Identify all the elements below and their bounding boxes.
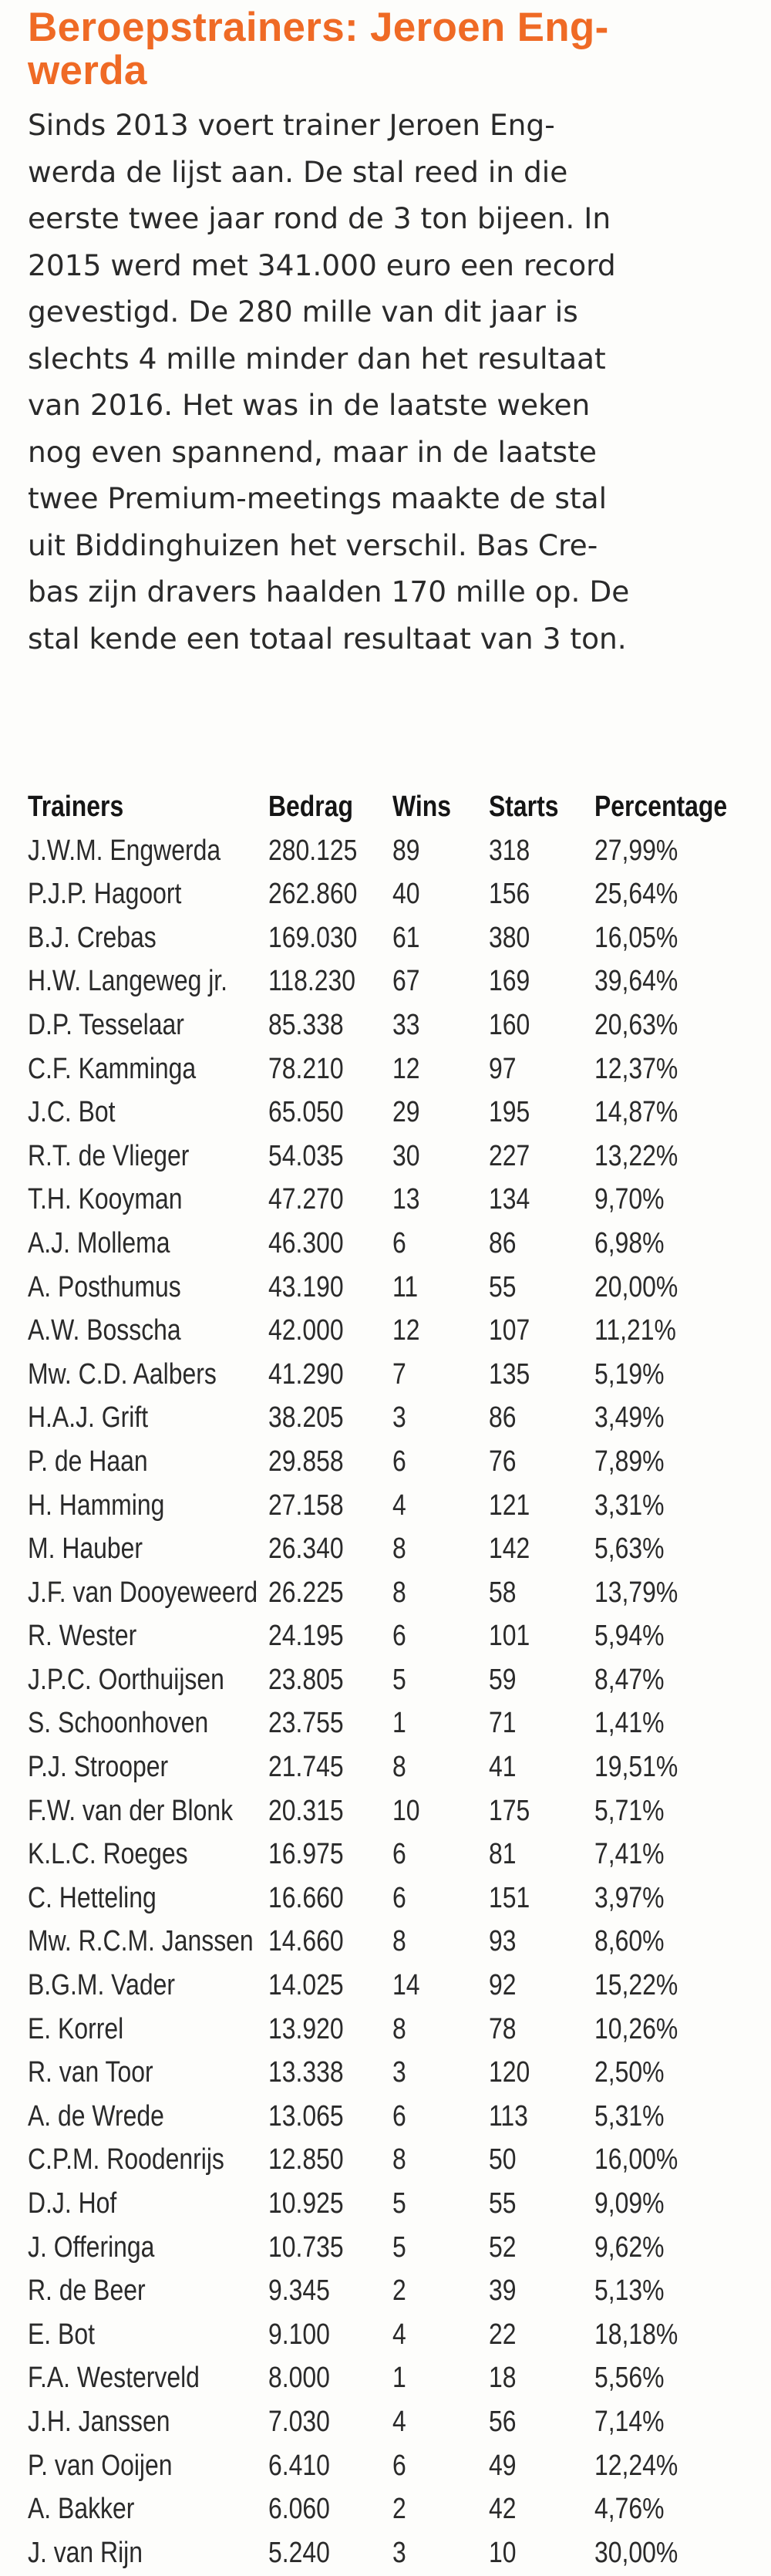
trainer-name: J.F. van Dooyeweerd bbox=[28, 1576, 258, 1609]
percentage-value: 16,00% bbox=[594, 2143, 678, 2176]
starts-value: 55 bbox=[489, 1270, 517, 1303]
article-title: Beroepstrainers: Jeroen Eng- werda bbox=[28, 5, 609, 93]
wins-value: 8 bbox=[392, 1532, 406, 1566]
trainer-name: D.P. Tesselaar bbox=[28, 1008, 184, 1041]
table-row bbox=[28, 1135, 745, 1178]
wins-value: 8 bbox=[392, 1925, 406, 1958]
trainer-name: M. Hauber bbox=[28, 1532, 143, 1566]
percentage-value: 5,63% bbox=[594, 1532, 665, 1566]
starts-value: 86 bbox=[489, 1226, 517, 1259]
table-row bbox=[28, 1178, 745, 1222]
percentage-value: 13,79% bbox=[594, 1576, 678, 1609]
amount-value: 85.338 bbox=[268, 1008, 344, 1041]
amount-value: 13.065 bbox=[268, 2099, 344, 2133]
table-row bbox=[28, 1614, 745, 1658]
table-row bbox=[28, 1833, 745, 1876]
table-row bbox=[28, 2313, 745, 2357]
amount-value: 27.158 bbox=[268, 1489, 344, 1522]
starts-value: 227 bbox=[489, 1139, 530, 1172]
trainer-name: C. Hetteling bbox=[28, 1881, 157, 1914]
starts-value: 380 bbox=[489, 921, 530, 954]
percentage-value: 9,09% bbox=[594, 2187, 665, 2220]
percentage-value: 16,05% bbox=[594, 921, 678, 954]
amount-value: 78.210 bbox=[268, 1052, 344, 1085]
starts-value: 93 bbox=[489, 1925, 517, 1958]
percentage-value: 12,37% bbox=[594, 1052, 678, 1085]
starts-value: 160 bbox=[489, 1008, 530, 1041]
table-row bbox=[28, 1527, 745, 1571]
starts-value: 97 bbox=[489, 1052, 517, 1085]
table-row bbox=[28, 2269, 745, 2313]
starts-value: 78 bbox=[489, 2012, 517, 2045]
header-trainers: Trainers bbox=[28, 791, 124, 823]
header-starts: Starts bbox=[489, 791, 559, 823]
starts-value: 41 bbox=[489, 1751, 517, 1784]
starts-value: 151 bbox=[489, 1881, 530, 1914]
table-row bbox=[28, 1353, 745, 1397]
amount-value: 118.230 bbox=[268, 965, 356, 998]
wins-value: 3 bbox=[392, 2056, 406, 2089]
wins-value: 4 bbox=[392, 2318, 406, 2351]
starts-value: 81 bbox=[489, 1838, 517, 1871]
table-row bbox=[28, 2444, 745, 2488]
trainer-name: H.A.J. Grift bbox=[28, 1401, 149, 1435]
trainer-name: C.P.M. Roodenrijs bbox=[28, 2143, 224, 2176]
wins-value: 30 bbox=[392, 1139, 420, 1172]
wins-value: 29 bbox=[392, 1096, 420, 1129]
trainer-name: B.G.M. Vader bbox=[28, 1969, 175, 2002]
percentage-value: 5,94% bbox=[594, 1620, 665, 1653]
amount-value: 16.660 bbox=[268, 1881, 344, 1914]
trainers-table bbox=[28, 785, 745, 2574]
table-row bbox=[28, 1920, 745, 1964]
amount-value: 14.025 bbox=[268, 1969, 344, 2002]
table-row bbox=[28, 2356, 745, 2400]
wins-value: 8 bbox=[392, 1576, 406, 1609]
starts-value: 175 bbox=[489, 1794, 530, 1827]
percentage-value: 5,56% bbox=[594, 2362, 665, 2395]
percentage-value: 5,71% bbox=[594, 1794, 665, 1827]
wins-value: 67 bbox=[392, 965, 420, 998]
table-row bbox=[28, 1396, 745, 1440]
trainer-name: J.W.M. Engwerda bbox=[28, 834, 221, 867]
table-row bbox=[28, 1440, 745, 1484]
starts-value: 58 bbox=[489, 1576, 517, 1609]
amount-value: 6.060 bbox=[268, 2493, 330, 2526]
wins-value: 61 bbox=[392, 921, 420, 954]
wins-value: 10 bbox=[392, 1794, 420, 1827]
table-row bbox=[28, 2051, 745, 2095]
amount-value: 23.755 bbox=[268, 1707, 344, 1740]
amount-value: 21.745 bbox=[268, 1751, 344, 1784]
trainer-name: A.J. Mollema bbox=[28, 1226, 170, 1259]
amount-value: 13.920 bbox=[268, 2012, 344, 2045]
trainer-name: R. de Beer bbox=[28, 2274, 146, 2308]
percentage-value: 3,49% bbox=[594, 1401, 665, 1435]
table-row bbox=[28, 959, 745, 1003]
wins-value: 8 bbox=[392, 2143, 406, 2176]
starts-value: 71 bbox=[489, 1707, 517, 1740]
percentage-value: 14,87% bbox=[594, 1096, 678, 1129]
table-row bbox=[28, 2095, 745, 2139]
wins-value: 2 bbox=[392, 2493, 406, 2526]
trainer-name: A.W. Bosscha bbox=[28, 1314, 181, 1347]
amount-value: 16.975 bbox=[268, 1838, 344, 1871]
starts-value: 49 bbox=[489, 2449, 517, 2482]
starts-value: 121 bbox=[489, 1489, 530, 1522]
wins-value: 3 bbox=[392, 1401, 406, 1435]
trainer-name: E. Bot bbox=[28, 2318, 95, 2351]
starts-value: 169 bbox=[489, 965, 530, 998]
amount-value: 9.345 bbox=[268, 2274, 330, 2308]
starts-value: 134 bbox=[489, 1183, 530, 1216]
table-row bbox=[28, 1571, 745, 1615]
starts-value: 101 bbox=[489, 1620, 530, 1653]
trainer-name: R.T. de Vlieger bbox=[28, 1139, 190, 1172]
wins-value: 1 bbox=[392, 1707, 406, 1740]
amount-value: 8.000 bbox=[268, 2362, 330, 2395]
amount-value: 12.850 bbox=[268, 2143, 344, 2176]
table-row bbox=[28, 1701, 745, 1745]
trainer-name: J.H. Janssen bbox=[28, 2405, 170, 2438]
trainer-name: D.J. Hof bbox=[28, 2187, 117, 2220]
starts-value: 55 bbox=[489, 2187, 517, 2220]
wins-value: 6 bbox=[392, 2449, 406, 2482]
trainer-name: T.H. Kooyman bbox=[28, 1183, 183, 1216]
trainer-name: P. van Ooijen bbox=[28, 2449, 173, 2482]
starts-value: 22 bbox=[489, 2318, 517, 2351]
table-row bbox=[28, 1222, 745, 1266]
amount-value: 46.300 bbox=[268, 1226, 344, 1259]
table-row bbox=[28, 1309, 745, 1353]
amount-value: 26.225 bbox=[268, 1576, 344, 1609]
table-row bbox=[28, 2400, 745, 2444]
amount-value: 20.315 bbox=[268, 1794, 344, 1827]
table-row bbox=[28, 1876, 745, 1920]
trainer-name: P.J. Strooper bbox=[28, 1751, 169, 1784]
starts-value: 52 bbox=[489, 2230, 517, 2264]
trainer-name: K.L.C. Roeges bbox=[28, 1838, 188, 1871]
table-row bbox=[28, 1484, 745, 1528]
starts-value: 135 bbox=[489, 1357, 530, 1391]
table-row bbox=[28, 1964, 745, 2008]
amount-value: 10.735 bbox=[268, 2230, 344, 2264]
header-percentage: Percentage bbox=[594, 791, 728, 823]
starts-value: 120 bbox=[489, 2056, 530, 2089]
trainer-name: J.P.C. Oorthuijsen bbox=[28, 1663, 224, 1696]
starts-value: 195 bbox=[489, 1096, 530, 1129]
amount-value: 280.125 bbox=[268, 834, 358, 867]
wins-value: 40 bbox=[392, 878, 420, 911]
percentage-value: 11,21% bbox=[594, 1314, 676, 1347]
trainer-name: H. Hamming bbox=[28, 1489, 165, 1522]
percentage-value: 5,13% bbox=[594, 2274, 665, 2308]
amount-value: 13.338 bbox=[268, 2056, 344, 2089]
amount-value: 26.340 bbox=[268, 1532, 344, 1566]
wins-value: 3 bbox=[392, 2536, 406, 2569]
amount-value: 24.195 bbox=[268, 1620, 344, 1653]
trainer-name: J. Offeringa bbox=[28, 2230, 155, 2264]
wins-value: 12 bbox=[392, 1314, 420, 1347]
starts-value: 86 bbox=[489, 1401, 517, 1435]
amount-value: 54.035 bbox=[268, 1139, 344, 1172]
percentage-value: 6,98% bbox=[594, 1226, 665, 1259]
table-row bbox=[28, 2008, 745, 2052]
percentage-value: 5,31% bbox=[594, 2099, 665, 2133]
article-intro: Sinds 2013 voert trainer Jeroen Eng- werda de lijst aan. De stal reed in die eerste twee jaar rond de 3 ton bijeen. In 2015 werd met 341.000 euro een record gevestigd. De 280 mille van dit jaar is slechts 4 mille minder dan het resultaat van 2016. Het was in de laatste weken nog even spannend, maar in de laatste twee Premium-meetings maakte de stal uit Biddinghuizen het verschil. Bas Cre- bas zijn dravers haalden 170 mille op. De stal kende een totaal resultaat van 3 ton. bbox=[28, 108, 630, 656]
wins-value: 14 bbox=[392, 1969, 420, 2002]
starts-value: 42 bbox=[489, 2493, 517, 2526]
table-row bbox=[28, 2182, 745, 2226]
trainer-name: C.F. Kamminga bbox=[28, 1052, 197, 1085]
table-row bbox=[28, 1091, 745, 1135]
trainer-name: A. de Wrede bbox=[28, 2099, 164, 2133]
amount-value: 41.290 bbox=[268, 1357, 344, 1391]
table-row bbox=[28, 2531, 745, 2575]
wins-value: 12 bbox=[392, 1052, 420, 1085]
amount-value: 10.925 bbox=[268, 2187, 344, 2220]
amount-value: 14.660 bbox=[268, 1925, 344, 1958]
percentage-value: 5,19% bbox=[594, 1357, 665, 1391]
starts-value: 107 bbox=[489, 1314, 530, 1347]
percentage-value: 7,14% bbox=[594, 2405, 665, 2438]
table-row bbox=[28, 2138, 745, 2182]
wins-value: 6 bbox=[392, 1881, 406, 1914]
starts-value: 92 bbox=[489, 1969, 517, 2002]
percentage-value: 9,62% bbox=[594, 2230, 665, 2264]
trainer-name: F.A. Westerveld bbox=[28, 2362, 200, 2395]
wins-value: 5 bbox=[392, 1663, 406, 1696]
percentage-value: 25,64% bbox=[594, 878, 678, 911]
percentage-value: 12,24% bbox=[594, 2449, 678, 2482]
table-row bbox=[28, 829, 745, 873]
wins-value: 8 bbox=[392, 1751, 406, 1784]
wins-value: 4 bbox=[392, 2405, 406, 2438]
starts-value: 318 bbox=[489, 834, 530, 867]
percentage-value: 19,51% bbox=[594, 1751, 678, 1784]
wins-value: 6 bbox=[392, 1226, 406, 1259]
wins-value: 33 bbox=[392, 1008, 420, 1041]
trainer-name: P.J.P. Hagoort bbox=[28, 878, 182, 911]
starts-value: 39 bbox=[489, 2274, 517, 2308]
table-row bbox=[28, 1047, 745, 1091]
percentage-value: 7,41% bbox=[594, 1838, 665, 1871]
percentage-value: 20,00% bbox=[594, 1270, 678, 1303]
percentage-value: 1,41% bbox=[594, 1707, 665, 1740]
percentage-value: 13,22% bbox=[594, 1139, 678, 1172]
percentage-value: 30,00% bbox=[594, 2536, 678, 2569]
percentage-value: 27,99% bbox=[594, 834, 678, 867]
amount-value: 169.030 bbox=[268, 921, 358, 954]
wins-value: 6 bbox=[392, 1620, 406, 1653]
percentage-value: 3,97% bbox=[594, 1881, 665, 1914]
percentage-value: 4,76% bbox=[594, 2493, 665, 2526]
trainer-name: R. van Toor bbox=[28, 2056, 153, 2089]
amount-value: 65.050 bbox=[268, 1096, 344, 1129]
wins-value: 5 bbox=[392, 2187, 406, 2220]
percentage-value: 39,64% bbox=[594, 965, 678, 998]
amount-value: 9.100 bbox=[268, 2318, 330, 2351]
amount-value: 43.190 bbox=[268, 1270, 344, 1303]
amount-value: 262.860 bbox=[268, 878, 358, 911]
starts-value: 59 bbox=[489, 1663, 517, 1696]
percentage-value: 20,63% bbox=[594, 1008, 678, 1041]
starts-value: 142 bbox=[489, 1532, 530, 1566]
wins-value: 2 bbox=[392, 2274, 406, 2308]
percentage-value: 8,60% bbox=[594, 1925, 665, 1958]
wins-value: 6 bbox=[392, 1445, 406, 1478]
percentage-value: 8,47% bbox=[594, 1663, 665, 1696]
trainer-name: S. Schoonhoven bbox=[28, 1707, 209, 1740]
trainer-name: Mw. R.C.M. Janssen bbox=[28, 1925, 254, 1958]
amount-value: 29.858 bbox=[268, 1445, 344, 1478]
starts-value: 18 bbox=[489, 2362, 517, 2395]
percentage-value: 7,89% bbox=[594, 1445, 665, 1478]
amount-value: 7.030 bbox=[268, 2405, 330, 2438]
table-row bbox=[28, 2487, 745, 2531]
percentage-value: 18,18% bbox=[594, 2318, 678, 2351]
starts-value: 50 bbox=[489, 2143, 517, 2176]
table-header bbox=[28, 785, 745, 829]
amount-value: 23.805 bbox=[268, 1663, 344, 1696]
trainer-name: Mw. C.D. Aalbers bbox=[28, 1357, 217, 1391]
table-row bbox=[28, 1658, 745, 1702]
trainer-name: H.W. Langeweg jr. bbox=[28, 965, 228, 998]
header-wins: Wins bbox=[392, 791, 451, 823]
starts-value: 10 bbox=[489, 2536, 517, 2569]
percentage-value: 10,26% bbox=[594, 2012, 678, 2045]
wins-value: 5 bbox=[392, 2230, 406, 2264]
trainer-name: A. Bakker bbox=[28, 2493, 135, 2526]
percentage-value: 3,31% bbox=[594, 1489, 665, 1522]
trainer-name: J. van Rijn bbox=[28, 2536, 143, 2569]
percentage-value: 9,70% bbox=[594, 1183, 665, 1216]
trainer-name: J.C. Bot bbox=[28, 1096, 116, 1129]
starts-value: 56 bbox=[489, 2405, 517, 2438]
amount-value: 42.000 bbox=[268, 1314, 344, 1347]
wins-value: 1 bbox=[392, 2362, 406, 2395]
table-row bbox=[28, 916, 745, 960]
amount-value: 6.410 bbox=[268, 2449, 330, 2482]
amount-value: 38.205 bbox=[268, 1401, 344, 1435]
percentage-value: 2,50% bbox=[594, 2056, 665, 2089]
trainer-name: B.J. Crebas bbox=[28, 921, 157, 954]
starts-value: 156 bbox=[489, 878, 530, 911]
trainer-name: P. de Haan bbox=[28, 1445, 148, 1478]
wins-value: 8 bbox=[392, 2012, 406, 2045]
wins-value: 11 bbox=[392, 1270, 419, 1303]
wins-value: 6 bbox=[392, 2099, 406, 2133]
wins-value: 89 bbox=[392, 834, 420, 867]
table-row bbox=[28, 1003, 745, 1047]
starts-value: 113 bbox=[489, 2099, 528, 2133]
wins-value: 6 bbox=[392, 1838, 406, 1871]
trainer-name: F.W. van der Blonk bbox=[28, 1794, 234, 1827]
table-row bbox=[28, 872, 745, 916]
starts-value: 76 bbox=[489, 1445, 517, 1478]
table-row bbox=[28, 1266, 745, 1310]
table-row bbox=[28, 1789, 745, 1833]
table-row bbox=[28, 2226, 745, 2270]
wins-value: 4 bbox=[392, 1489, 406, 1522]
percentage-value: 15,22% bbox=[594, 1969, 678, 2002]
trainer-name: E. Korrel bbox=[28, 2012, 124, 2045]
table-body bbox=[28, 829, 745, 2575]
trainer-name: R. Wester bbox=[28, 1620, 137, 1653]
header-amount: Bedrag bbox=[268, 791, 353, 823]
wins-value: 7 bbox=[392, 1357, 406, 1391]
amount-value: 47.270 bbox=[268, 1183, 344, 1216]
wins-value: 13 bbox=[392, 1183, 420, 1216]
table-row bbox=[28, 1745, 745, 1789]
amount-value: 5.240 bbox=[268, 2536, 330, 2569]
trainer-name: A. Posthumus bbox=[28, 1270, 181, 1303]
